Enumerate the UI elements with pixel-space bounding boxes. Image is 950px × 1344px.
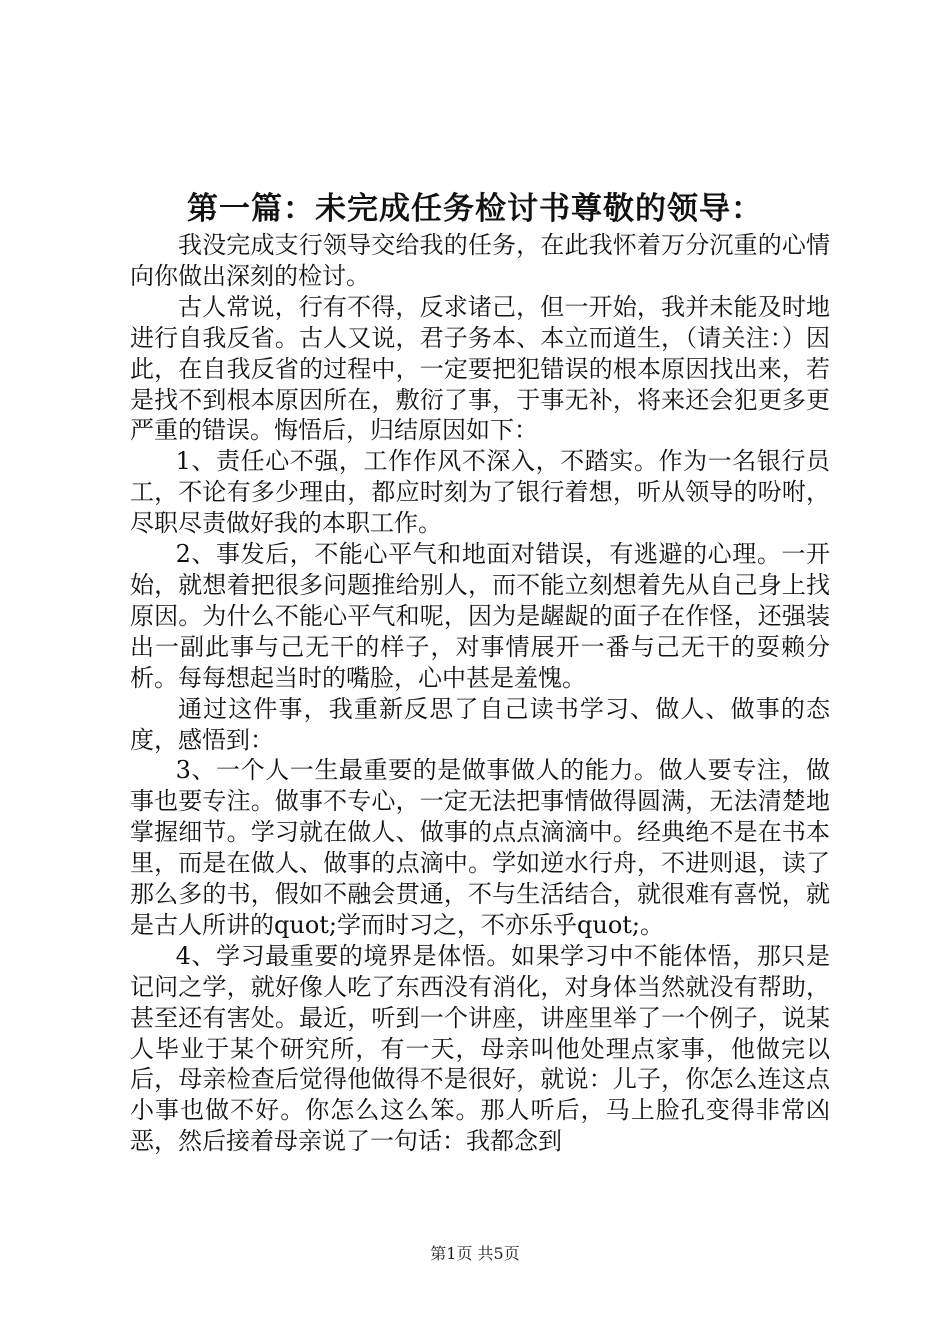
paragraph-reason-2: 2、事发后，不能心平气和地面对错误，有逃避的心理。一开始，就想着把很多问题推给别人，而不能立刻想着先从自己身上找原因。为什么不能心平气和呢，因为是龌龊的面子在作怪，还强装出一副此事与己无干的样子，对事情展开一番与己无干的耍赖分析。每每想起当时的嘴脸，心中甚是羞愧。 [130, 540, 830, 692]
paragraph-opening: 我没完成支行领导交给我的任务，在此我怀着万分沉重的心情向你做出深刻的检讨。 [130, 231, 830, 290]
paragraph-reflection: 古人常说，行有不得，反求诸己，但一开始，我并未能及时地进行自我反省。古人又说，君子务本、本立而道生，（请关注：）因此，在自我反省的过程中，一定要把犯错误的根本原因找出来，若是找不到根本原因所在，敷衍了事，于事无补，将来还会犯更多更严重的错误。悔悟后，归结原因如下： [130, 292, 830, 445]
paragraph-insight-intro: 通过这件事，我重新反思了自己读书学习、做人、做事的态度，感悟到： [130, 694, 830, 754]
paragraph-insight-4: 4、学习最重要的境界是体悟。如果学习中不能体悟，那只是记问之学，就好像人吃了东西没有消化，对身体当然就没有帮助，甚至还有害处。最近，听到一个讲座，讲座里举了一个例子，说某人毕业于某个研究所，有一天，母亲叫他处理点家事，他做完以后，母亲检查后觉得他做得不是很好，就说：儿子，你怎么连这点小事也做不好。你怎么这么笨。那人听后，马上脸孔变得非常凶恶，然后接着母亲说了一句话：我都念到 [130, 941, 830, 1156]
paragraph-insight-3: 3、一个人一生最重要的是做事做人的能力。做人要专注，做事也要专注。做事不专心，一定无法把事情做得圆满，无法清楚地掌握细节。学习就在做人、做事的点点滴滴中。经典绝不是在书本里，而是在做人、做事的点滴中。学如逆水行舟，不进则退，读了那么多的书，假如不融会贯通，不与生活结合，就很难有喜悦，就是古人所讲的quot;学而时习之，不亦乐乎quot;。 [130, 756, 830, 939]
document-title: 第一篇：未完成任务检讨书尊敬的领导： [187, 191, 763, 227]
document-body [130, 230, 830, 1157]
paragraph-reason-1: 1、责任心不强，工作作风不深入，不踏实。作为一名银行员工，不论有多少理由，都应时刻为了银行着想，听从领导的吩咐，尽职尽责做好我的本职工作。 [130, 447, 830, 538]
page-footer: 第1页 共5页 [430, 1244, 520, 1263]
